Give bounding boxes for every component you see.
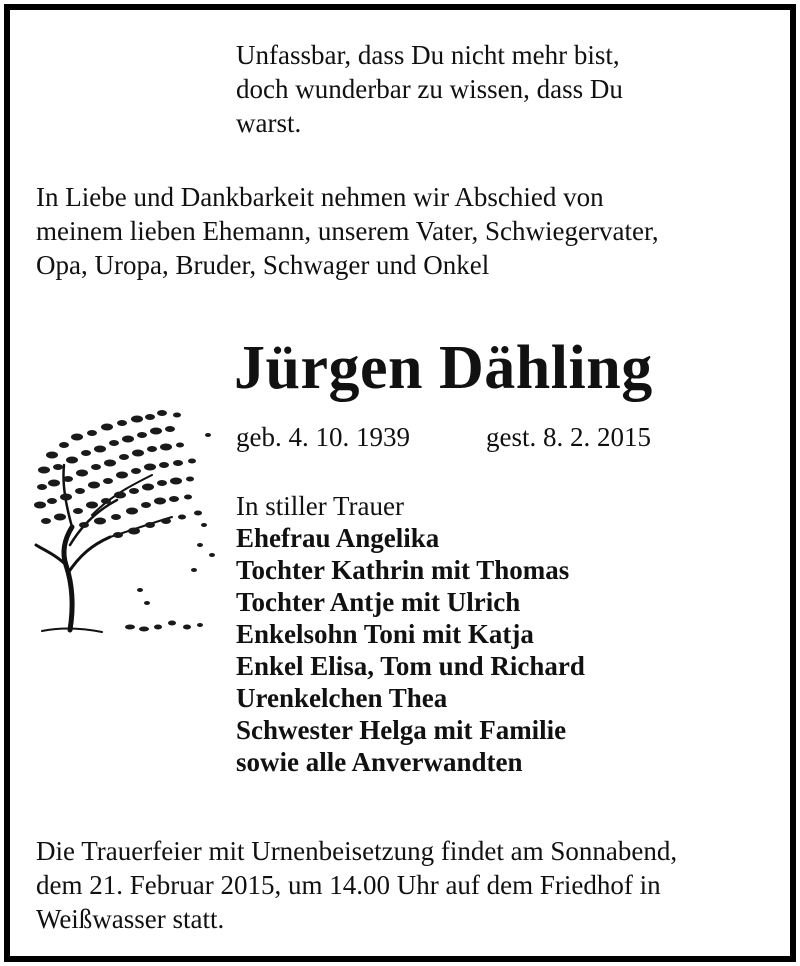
deceased-name: Jürgen Dähling xyxy=(234,334,653,402)
mourner-entry: Urenkelchen Thea xyxy=(236,683,448,713)
mourner-entry: sowie alle Anverwandten xyxy=(236,747,523,777)
mourner-entry: Tochter Antje mit Ulrich xyxy=(236,587,521,617)
verse-line: Unfassbar, dass Du nicht mehr bist, xyxy=(236,40,620,70)
intro-line: Opa, Uropa, Bruder, Schwager und Onkel xyxy=(36,250,490,280)
intro-text xyxy=(36,180,768,282)
life-dates xyxy=(236,420,651,454)
notice-line: Die Trauerfeier mit Urnenbeisetzung findet am Sonnabend, xyxy=(36,836,678,866)
verse-line: warst. xyxy=(236,108,302,138)
mourners-heading: In stiller Trauer xyxy=(236,491,404,521)
mourner-entry: Ehefrau Angelika xyxy=(236,523,440,553)
birth-date: geb. 4. 10. 1939 xyxy=(236,422,410,452)
verse-line: doch wunderbar zu wissen, dass Du xyxy=(236,74,623,104)
mourner-entry: Enkel Elisa, Tom und Richard xyxy=(236,651,585,681)
notice-line: Weißwasser statt. xyxy=(36,904,225,934)
intro-line: In Liebe und Dankbarkeit nehmen wir Abschied von xyxy=(36,182,604,212)
mourner-entry: Tochter Kathrin mit Thomas xyxy=(236,555,570,585)
mourner-entry: Enkelsohn Toni mit Katja xyxy=(236,619,534,649)
notice-line: dem 21. Februar 2015, um 14.00 Uhr auf dem Friedhof in xyxy=(36,870,661,900)
wind-blown-tree-icon xyxy=(22,405,227,640)
death-date: gest. 8. 2. 2015 xyxy=(486,422,651,452)
mourners-list xyxy=(236,490,585,778)
intro-line: meinem lieben Ehemann, unserem Vater, Schwiegervater, xyxy=(36,216,659,246)
mourner-entry: Schwester Helga mit Familie xyxy=(236,715,567,745)
funeral-notice xyxy=(36,834,768,936)
verse xyxy=(236,38,756,140)
